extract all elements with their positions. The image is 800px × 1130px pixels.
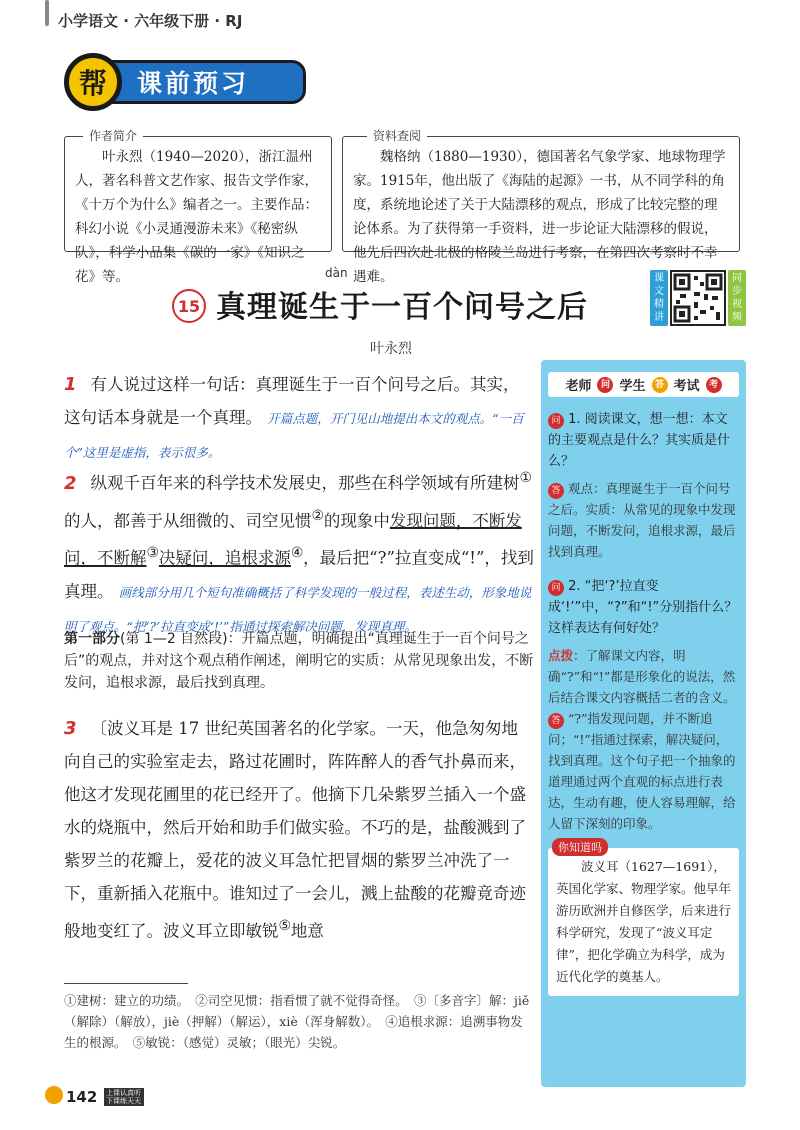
- answer-icon: 答: [652, 377, 668, 393]
- paragraph-text: ，最后把“?”拉直变成“!”，找到真理。: [64, 548, 534, 601]
- paragraph-text: 〔波义耳是 17 世纪英国著名的化学家。一天，他急匆匆地向自己的实验室走去，路过花圃时，阵阵醉人的香气扑鼻而来，他这才发现花圃里的花已经开了。他摘下几朵紫罗兰插入一个盛水的烧瓶中，然后开始和助手们做实验。不巧的是，盐酸溅到了紫罗兰的花瓣上，爱花的波义耳急忙把冒烟的紫罗兰冲洗了一下，重新插入花瓶中。谁知过了一会儿，溅上盐酸的花瓣竟奇迹般地变红了。波义耳立即敏锐: [64, 719, 526, 941]
- research-text: 魏格纳（1880—1930），德国著名气象学家、地球物理学家。1915年，他出版了《海陆的起源》一书，从不同学科的角度，系统地论述了关于大陆漂移的观点，形成了比较完整的理论体系。为了获得第一手资料，进一步论证大陆漂移的假说，他先后四次赴北极的格陵兰岛进行考察，在第四次考察时不幸遇难。: [353, 149, 726, 285]
- underlined-text: 决疑问，追根求源: [158, 548, 291, 568]
- paragraph-number: 1: [64, 374, 77, 395]
- footnote-divider: [64, 983, 188, 984]
- question-2: [548, 576, 739, 639]
- qr-right-label: 同步视频: [728, 270, 746, 326]
- footnote-marker: ②: [311, 507, 324, 524]
- paragraph-3: [64, 712, 534, 948]
- author-intro-title: 作者简介: [83, 127, 143, 144]
- paragraph-text: 有人说过这样一句话：真理诞生于一百个问号之后。其实，这句话本身就是一个真理。: [64, 375, 520, 427]
- title-pinyin: dàn: [325, 266, 348, 280]
- page-header: 小学语文 · 六年级下册 · RJ: [58, 12, 243, 30]
- question-icon: 问: [597, 377, 613, 393]
- paragraph-1: [64, 368, 534, 469]
- header-rule: [45, 0, 49, 26]
- question-1: [548, 409, 739, 472]
- research-title: 资料查阅: [367, 127, 427, 144]
- paragraph-number: 2: [64, 472, 77, 494]
- answer-text: “?”指发现问题，并不断追问；“!”指通过探索，解决疑问，找到真理。这个句子把一个抽象的道理通过两个直观的标点进行表达，生动有趣，使人容易理解，给人留下深刻的印象。: [548, 711, 736, 831]
- author-intro-text: 叶永烈（1940—2020），浙江温州人，著名科普文艺作家、报告文学作家，《十万个为什么》编者之一。主要作品：科幻小说《小灵通漫游未来》《秘密纵队》，科学小品集《碳的一家》《知识之花》等。: [75, 149, 318, 285]
- answer-1: [548, 478, 739, 562]
- qr-left-label: 课文精讲: [650, 270, 668, 326]
- annotation-note: 开篇点题，开门见山地提出本文的观点。“一百个”这里是虚指，表示很多。: [64, 411, 524, 460]
- lesson-number: 15: [172, 289, 206, 323]
- exam-icon: 考: [706, 377, 722, 393]
- paragraph-text: 的现象中: [323, 511, 390, 530]
- footer-slogan: 上课认真听 下课练天天: [104, 1088, 144, 1106]
- footnote-marker: ④: [290, 545, 304, 561]
- tip-label: 点拨: [548, 648, 574, 663]
- footnote-marker: ③: [146, 545, 159, 561]
- exam-label: 考试: [673, 379, 700, 394]
- question-text: 1. 阅读课文，想一想：本文的主要观点是什么？其实质是什么？: [548, 412, 731, 469]
- part-label: 第一部分: [64, 631, 120, 647]
- paragraph-text: 地意: [290, 921, 324, 941]
- annotation-note: 画线部分用几个短句准确概括了科学发现的一般过程，表述生动，形象地说明了观点。“把‘?’拉直变成‘!’”指通过探索解决问题，发现真理。: [64, 584, 532, 634]
- mascot-icon: [45, 1086, 63, 1104]
- paragraph-2: [64, 462, 534, 643]
- did-you-know-box: [548, 841, 739, 996]
- answer-2: [548, 708, 739, 834]
- page-number: 142: [66, 1088, 98, 1106]
- paragraph-text: 纵观千百年来的科学技术发展史，那些在科学领域有所建树: [90, 473, 520, 493]
- footnotes: ①建树：建立的功绩。 ②司空见惯：指看惯了就不觉得奇怪。 ③〔多音字〕解：jiě（解除）（解放），jiè（押解）（解运），xiè（浑身解数）。 ④追根求源：追溯事物发生的根源。 ⑤敏锐：（感觉）灵敏；（眼光）尖锐。: [64, 993, 530, 1050]
- teacher-label: 老师: [565, 379, 592, 394]
- part-summary: [64, 628, 534, 694]
- section-banner: 课前预习: [100, 60, 306, 104]
- question-icon: 问: [548, 580, 564, 596]
- lesson-title: 真理诞生于一百个问号之后: [216, 290, 588, 325]
- paragraph-number: 3: [64, 718, 77, 739]
- part-summary-text: (第 1—2 自然段)：开篇点题，明确提出“真理诞生于一百个问号之后”的观点，并对这个观点稍作阐述，阐明它的实质：从常见现象出发，不断发问，追根求源，最后找到真理。: [64, 631, 534, 691]
- research-box: [342, 129, 740, 285]
- question-icon: 问: [548, 413, 564, 429]
- qa-sidebar: [541, 360, 746, 1087]
- answer-text: 观点：真理诞生于一百个问号之后。实质：从常见的现象中发现问题，不断发问，追根求源，最后找到真理。: [548, 481, 736, 559]
- did-you-know-text: 波义耳（1627—1691），英国化学家、物理学家。他早年游历欧洲并自修医学，后来进行科学研究，发现了“波义耳定律”，把化学确立为科学，成为近代化学的奠基人。: [556, 859, 732, 984]
- tip-text: ：了解课文内容，明确“?”和“!”都是形象化的说法，然后结合课文内容概括二者的含义。: [548, 648, 736, 705]
- author-intro-box: [64, 129, 332, 285]
- paragraph-text: 的人，都善于从细微的、司空见惯: [64, 511, 312, 530]
- student-label: 学生: [619, 379, 646, 394]
- did-you-know-tag: 你知道吗: [552, 838, 608, 856]
- question-text: 2. “把‘?’拉直变成‘!’”中，“?”和“!”分别指什么？这样表达有何好处？: [548, 579, 738, 636]
- tip: [548, 645, 739, 708]
- underlined-text: 发现问题，不断发问，不断解: [64, 511, 522, 568]
- help-badge: 帮: [64, 53, 122, 111]
- qr-code-icon[interactable]: [670, 270, 726, 326]
- qa-sidebar-header: [548, 372, 739, 397]
- answer-icon: 答: [548, 483, 564, 499]
- footnote-marker: ①: [519, 470, 532, 486]
- lesson-author: 叶永烈: [370, 341, 412, 357]
- answer-icon: 答: [548, 713, 564, 729]
- footnote-marker: ⑤: [278, 918, 291, 934]
